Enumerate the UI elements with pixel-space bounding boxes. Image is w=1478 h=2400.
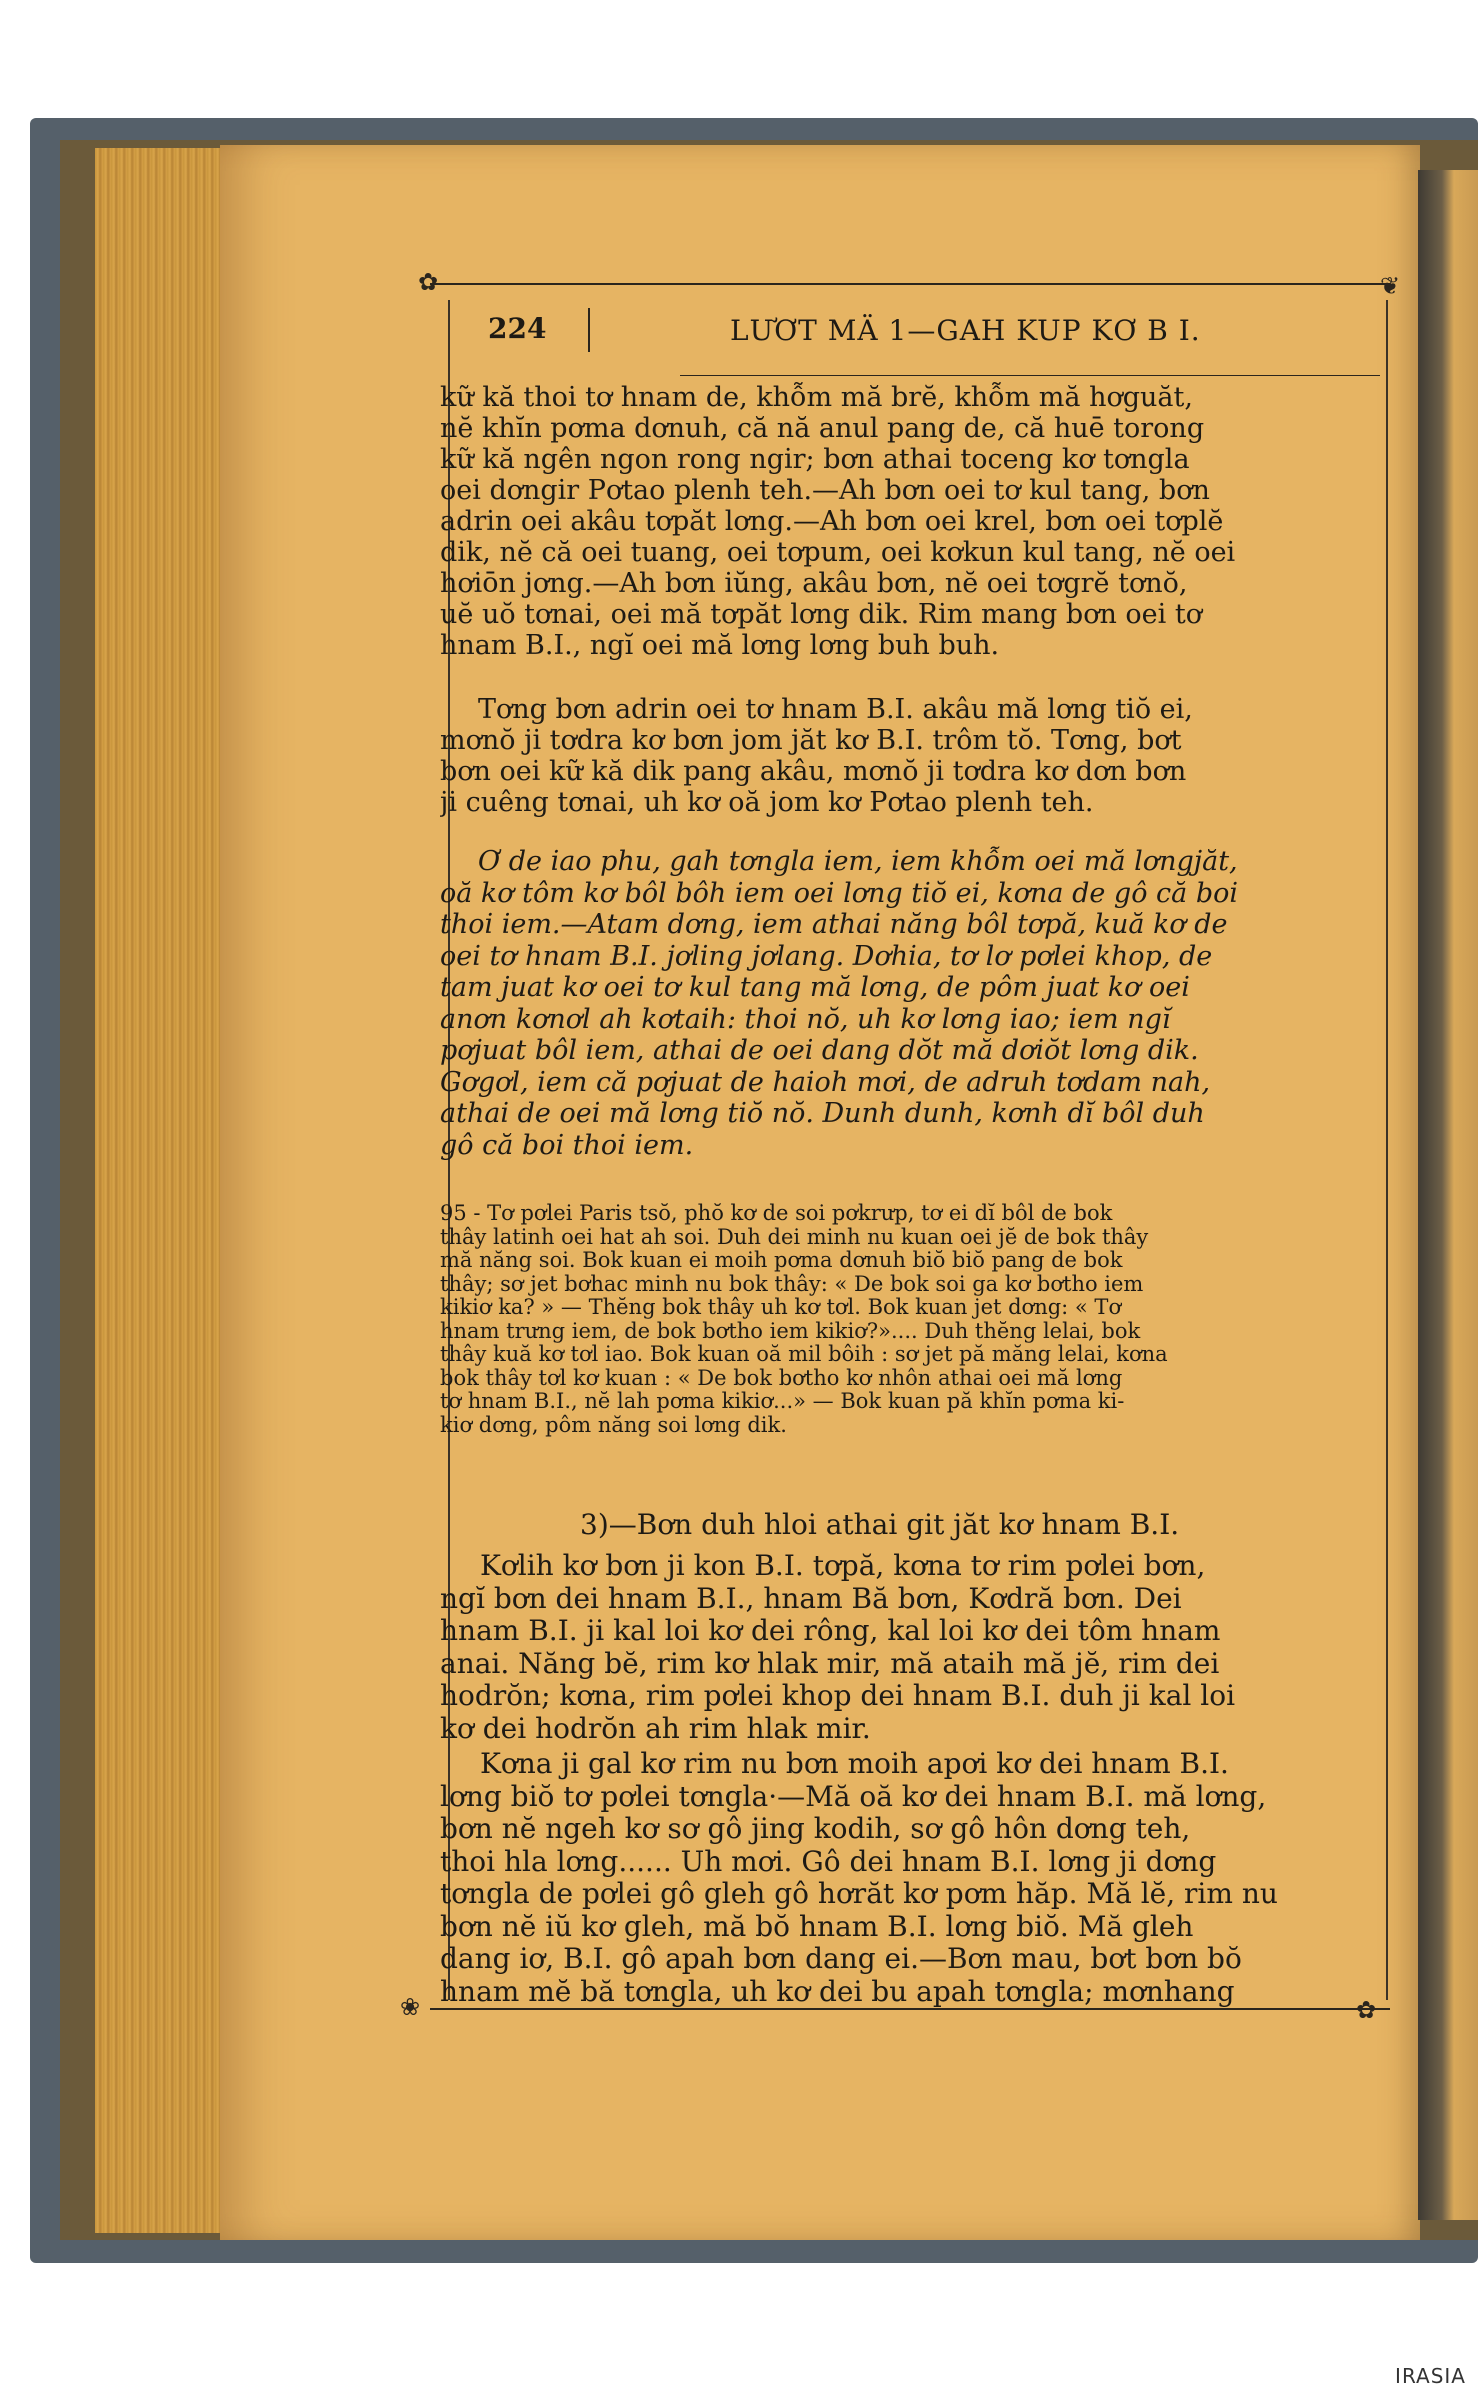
text-line: hnam mĕ bă tơngla, uh kơ dei bu apah tơngla; mơnhang <box>440 1975 1235 2008</box>
text-line: kữ kă thoi tơ hnam de, khỗm mă brĕ, khỗm mă hơguăt, <box>440 382 1193 413</box>
text-line: pơjuat bôl iem, athai de oei dang dŏt mă dơiŏt lơng dik. <box>440 1035 1199 1066</box>
text-line: mă năng soi. Bok kuan ei moih pơma dơnuh biŏ biŏ pang de bok <box>440 1249 1123 1272</box>
paragraph-1 <box>440 382 1390 661</box>
text-line: nĕ khĭn pơma dơnuh, că nă anul pang de, că huē torong <box>440 413 1205 444</box>
text-line: ji cuêng tơnai, uh kơ oă jom kơ Pơtao plenh teh. <box>440 787 1094 818</box>
text-line: hơiōn jơng.—Ah bơn iŭng, akâu bơn, nĕ oei tơgrĕ tơnŏ, <box>440 568 1188 599</box>
paragraph-5 <box>440 1550 1390 1745</box>
bottom-border-rule <box>430 2008 1390 2010</box>
text-line: dik, nĕ că oei tuang, oei tơpum, oei kơkun kul tang, nĕ oei <box>440 537 1236 568</box>
section-heading: 3)—Bơn duh hloi athai git jăt kơ hnam B.I. <box>580 1508 1180 1541</box>
text-line: Tơng bơn adrin oei tơ hnam B.I. akâu mă lơng tiŏ ei, <box>478 694 1193 725</box>
text-line: hodrŏn; kơna, rim pơlei khop dei hnam B.I. duh ji kal loi <box>440 1680 1236 1712</box>
book-gutter-right <box>1418 170 1478 2220</box>
text-line: tơngla de pơlei gô gleh gô hơrăt kơ pơm hăp. Mă lĕ, rim nu <box>440 1878 1278 1910</box>
text-line: hnam trưng iem, de bok bơtho iem kikiơ?».... Duh thĕng lelai, bok <box>440 1319 1141 1343</box>
text-line: oei tơ hnam B.I. jơling jơlang. Dơhia, tơ lơ pơlei khop, de <box>440 940 1213 972</box>
text-line: tơ hnam B.I., nĕ lah pơma kikiơ...» — Bok kuan pă khĭn pơma ki- <box>440 1390 1125 1413</box>
text-line: dang iơ, B.I. gô apah bơn dang ei.—Bơn mau, bơt bơn bŏ <box>440 1943 1242 1975</box>
top-border-rule <box>430 283 1390 285</box>
text-line: thoi hla lơng...... Uh mơi. Gô dei hnam B.I. lơng ji dơng <box>440 1845 1217 1878</box>
text-line: kiơ dơng, pôm năng soi lơng dik. <box>440 1413 787 1437</box>
text-line: adrin oei akâu tơpăt lơng.—Ah bơn oei krel, bơn oei tơplĕ <box>440 506 1224 537</box>
text-line: kơ dei hodrŏn ah rim hlak mir. <box>440 1712 871 1745</box>
text-line: anơn kơnơl ah kơtaih: thoi nŏ, uh kơ lơng iao; iem ngĭ <box>440 1003 1171 1035</box>
text-line: oei dơngir Pơtao plenh teh.—Ah bơn oei tơ kul tang, bơn <box>440 475 1210 506</box>
text-line: oă kơ tôm kơ bôl bôh iem oei lơng tiŏ ei, kơna de gô că boi <box>440 877 1239 909</box>
text-line: hnam B.I. ji kal loi kơ dei rông, kal loi kơ dei tôm hnam <box>440 1615 1221 1647</box>
text-line: thây latinh oei hat ah soi. Duh dei minh nu kuan oei jĕ de bok thây <box>440 1225 1149 1249</box>
text-line: mơnŏ ji tơdra kơ bơn jom jăt kơ B.I. trôm tŏ. Tơng, bơt <box>440 725 1182 756</box>
text-line: Kơna ji gal kơ rim nu bơn moih apơi kơ dei hnam B.I. <box>480 1748 1229 1780</box>
running-header <box>488 312 1388 352</box>
paragraph-6 <box>440 1748 1390 2008</box>
fleuron-top-left-icon: ✿ <box>418 268 439 296</box>
text-line: thoi iem.—Atam dơng, iem athai năng bôl tơpă, kuă kơ de <box>440 909 1228 940</box>
watermark: IRASIA <box>1395 2364 1466 2388</box>
text-line: uĕ uŏ tơnai, oei mă tơpăt lơng dik. Rim mang bơn oei tơ <box>440 599 1202 630</box>
text-line: kikiơ ka? » — Thĕng bok thây uh kơ tơl. Bok kuan jet dơng: « Tơ <box>440 1296 1122 1319</box>
text-line: athai de oei mă lơng tiŏ nŏ. Dunh dunh, kơnh dĭ bôl duh <box>440 1098 1205 1129</box>
text-line: Gơgơl, iem că pơjuat de haioh mơi, de adruh tơdam nah, <box>440 1066 1211 1098</box>
text-line: 95 - Tơ pơlei Paris tsŏ, phŏ kơ de soi pơkrưp, tơ ei dĭ bôl de bok <box>440 1202 1113 1225</box>
text-line: ngĭ bơn dei hnam B.I., hnam Bă bơn, Kơdră bơn. Dei <box>440 1582 1182 1615</box>
fleuron-bottom-left-icon: ❀ <box>400 1993 421 2021</box>
header-separator <box>588 308 590 352</box>
paragraph-4-example <box>440 1202 1390 1437</box>
page-number: 224 <box>488 312 547 345</box>
text-line: thây kuă kơ tơl iao. Bok kuan oă mil bôih : sơ jet pă măng lelai, kơna <box>440 1343 1168 1366</box>
text-line: Kơlih kơ bơn ji kon B.I. tơpă, kơna tơ rim pơlei bơn, <box>480 1550 1206 1582</box>
running-title: LƯƠT MÄ 1—GAH KUP KƠ B I. <box>730 314 1201 347</box>
header-rule <box>680 375 1380 376</box>
text-line: bơn oei kữ kă dik pang akâu, mơnŏ ji tơdra kơ dơn bơn <box>440 756 1187 787</box>
text-line: thây; sơ jet bơhac minh nu bok thây: « De bok soi ga kơ bơtho iem <box>440 1272 1144 1296</box>
text-line: bơn nĕ iŭ kơ gleh, mă bŏ hnam B.I. lơng biŏ. Mă gleh <box>440 1910 1194 1943</box>
fleuron-bottom-right-icon: ✿ <box>1356 1996 1377 2024</box>
paragraph-3-italic <box>440 846 1390 1161</box>
text-line: tam juat kơ oei tơ kul tang mă lơng, de pôm juat kơ oei <box>440 972 1190 1003</box>
paragraph-2 <box>440 694 1390 818</box>
text-line: hnam B.I., ngĭ oei mă lơng lơng buh buh. <box>440 630 1000 661</box>
text-line: bơn nĕ ngeh kơ sơ gô jing kodih, sơ gô hôn dơng teh, <box>440 1813 1191 1845</box>
text-line: anai. Năng bĕ, rim kơ hlak mir, mă ataih mă jĕ, rim dei <box>440 1647 1220 1680</box>
text-line: gô că boi thoi iem. <box>440 1129 694 1161</box>
fleuron-top-right-icon: ❦ <box>1380 272 1401 300</box>
text-line: lơng biŏ tơ pơlei tơngla·—Mă oă kơ dei hnam B.I. mă lơng, <box>440 1780 1267 1813</box>
text-line: bok thây tơl kơ kuan : « De bok bơtho kơ nhôn athai oei mă lơng <box>440 1366 1123 1390</box>
text-line: kữ kă ngên ngon rong ngir; bơn athai toceng kơ tơngla <box>440 444 1190 475</box>
text-line: Ơ de iao phu, gah tơngla iem, iem khỗm oei mă lơngjăt, <box>478 846 1238 877</box>
